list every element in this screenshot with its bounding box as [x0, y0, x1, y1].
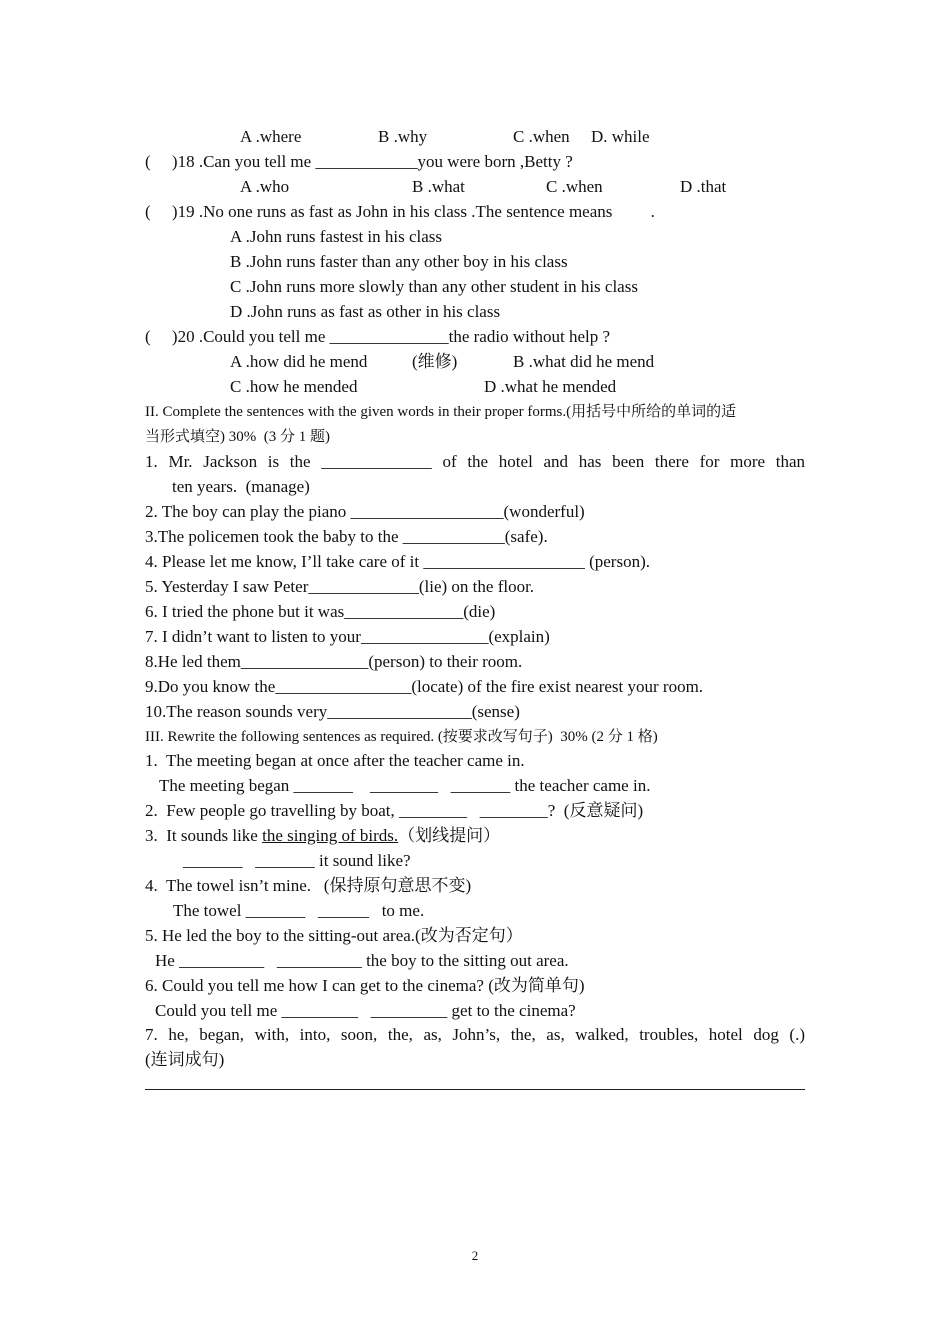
rewrite-7-note: (连词成句) — [145, 1050, 225, 1069]
q18-option-d: D .that — [680, 177, 727, 196]
q20-option-a: A .how did he mend — [230, 352, 368, 371]
rewrite-3 — [145, 826, 500, 846]
section-3-heading: III. Rewrite the following sentences as required. (按要求改写句子) 30% (2 分 1 格) — [145, 729, 658, 745]
rewrite-5-answer: He __________ __________ the boy to the sitting out area. — [155, 951, 569, 970]
section-2-item-1-cont: ten years. (manage) — [172, 477, 310, 496]
section-2-item-4: 4. Please let me know, I’ll take care of it ___________________ (person). — [145, 552, 650, 571]
q18-stem: ( )18 .Can you tell me ____________you were born ,Betty ? — [145, 152, 573, 171]
section-2-heading-line2: 当形式填空) 30% (3 分 1 题) — [145, 429, 330, 445]
rewrite-2: 2. Few people go travelling by boat, ________ ________? (反意疑问) — [145, 801, 644, 820]
q17-option-c: C .when — [513, 127, 570, 146]
q17-option-b: B .why — [378, 127, 428, 146]
section-2-item-1: 1. Mr. Jackson is the _____________ of the hotel and has been there for more than — [145, 452, 805, 471]
q20-stem: ( )20 .Could you tell me ______________the radio without help ? — [145, 327, 611, 346]
page-number: 2 — [471, 1248, 479, 1263]
section-2-item-9: 9.Do you know the________________(locate) of the fire exist nearest your room. — [145, 677, 704, 696]
q18-option-c: C .when — [546, 177, 603, 196]
section-2-item-3: 3.The policemen took the baby to the ____________(safe). — [145, 527, 548, 546]
q18-option-b: B .what — [412, 177, 465, 196]
rewrite-3-prefix: 3. It sounds like — [145, 826, 263, 845]
rewrite-3-suffix: （划线提问） — [398, 826, 501, 845]
rewrite-6: 6. Could you tell me how I can get to the cinema? (改为简单句) — [145, 976, 585, 995]
rewrite-4: 4. The towel isn’t mine. (保持原句意思不变) — [145, 876, 472, 895]
q20-option-b: B .what did he mend — [513, 352, 655, 371]
q17-option-d: D. while — [591, 127, 650, 146]
q17-option-a: A .where — [240, 127, 302, 146]
section-2-item-7: 7. I didn’t want to listen to your_______________(explain) — [145, 627, 550, 646]
q19-option-b: B .John runs faster than any other boy in his class — [230, 252, 568, 271]
section-2-item-6: 6. I tried the phone but it was______________(die) — [145, 602, 496, 621]
q19-option-c: C .John runs more slowly than any other student in his class — [230, 277, 638, 296]
section-2-item-8: 8.He led them_______________(person) to their room. — [145, 652, 523, 671]
rewrite-3-underlined: the singing of birds. — [262, 826, 399, 845]
section-2-heading-line1: II. Complete the sentences with the given words in their proper forms.(用括号中所给的单词的适 — [145, 404, 737, 420]
rewrite-3-answer: _______ _______ it sound like? — [183, 851, 411, 870]
section-2-item-10: 10.The reason sounds very_________________(sense) — [145, 702, 520, 721]
section-2-item-5: 5. Yesterday I saw Peter_____________(lie) on the floor. — [145, 577, 535, 596]
q19-option-a: A .John runs fastest in his class — [230, 227, 443, 246]
answer-line — [145, 1089, 805, 1090]
q19-stem: ( )19 .No one runs as fast as John in his class .The sentence means . — [145, 202, 655, 221]
rewrite-6-answer: Could you tell me _________ _________ get to the cinema? — [155, 1001, 576, 1020]
rewrite-5: 5. He led the boy to the sitting-out area.(改为否定句） — [145, 926, 523, 945]
rewrite-7: 7. he, began, with, into, soon, the, as, John’s, the, as, walked, troubles, hotel dog (.) — [145, 1025, 805, 1044]
q20-option-d: D .what he mended — [484, 377, 617, 396]
rewrite-1-answer: The meeting began _______ ________ _______ the teacher came in. — [159, 776, 651, 795]
rewrite-1: 1. The meeting began at once after the teacher came in. — [145, 751, 525, 770]
q18-option-a: A .who — [240, 177, 290, 196]
section-2-item-2: 2. The boy can play the piano __________________(wonderful) — [145, 502, 585, 521]
q20-option-a-note: (维修) — [412, 352, 458, 371]
q20-option-c: C .how he mended — [230, 377, 358, 396]
q19-option-d: D .John runs as fast as other in his class — [230, 302, 501, 321]
rewrite-4-answer: The towel _______ ______ to me. — [173, 901, 425, 920]
